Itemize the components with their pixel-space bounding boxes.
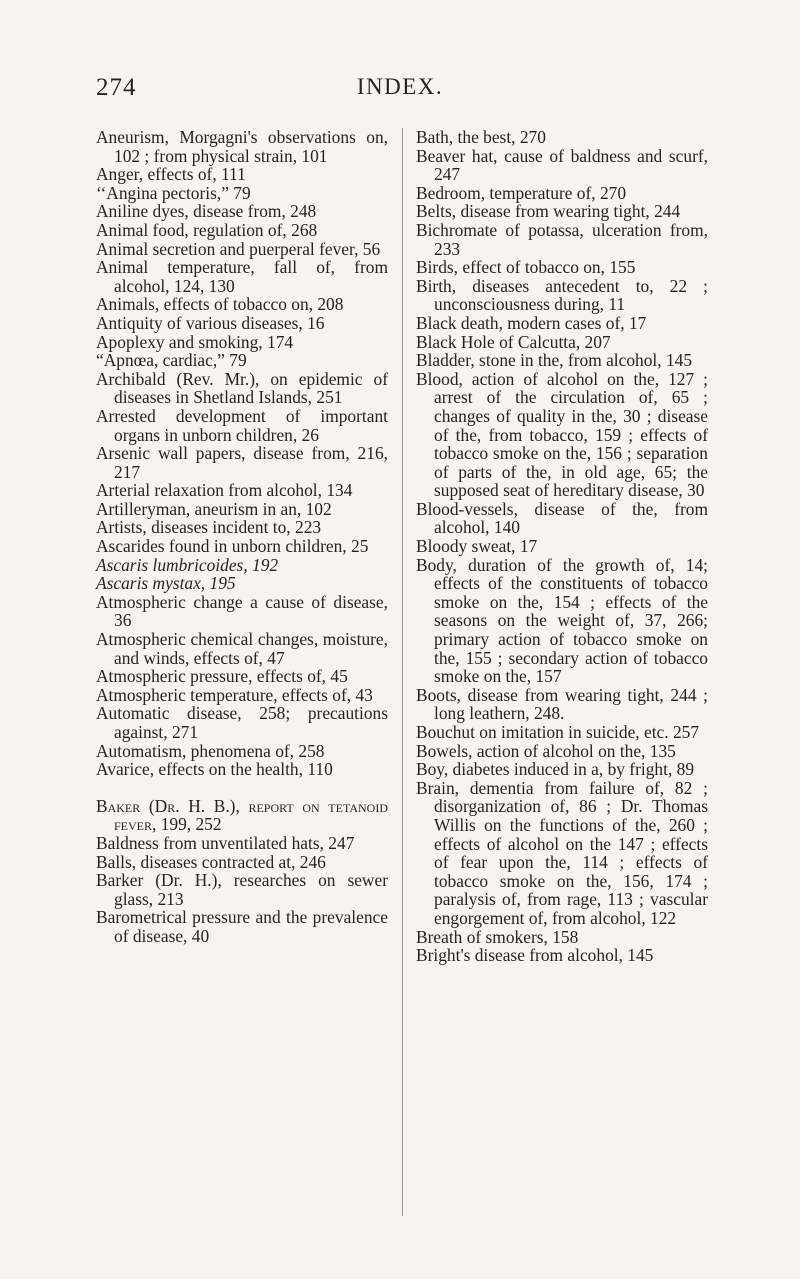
index-entry: Bath, the best, 270 [416,127,546,147]
index-entry: Atmospheric pressure, effects of, 45 [96,666,348,687]
index-entry: Boots, disease from wearing tight, 244 ; long leathern, 248. [416,684,708,724]
index-entry: Ascaris lumbricoides, 192 [96,554,279,575]
index-entry: ‘‘Angina pectoris,” 79 [96,182,251,203]
index-entry: Aniline dyes, disease from, 248 [96,201,317,222]
index-entry: Black death, modern cases of, 17 [416,312,647,333]
index-entry: Automatism, phenomena of, 258 [96,740,325,761]
index-entry: Arsenic wall papers, disease from, 216, 217 [96,443,388,482]
page-header [0,74,800,104]
index-entry: Balls, diseases contracted at, 246 [96,851,326,872]
page-number: 274 [96,74,137,101]
index-entry: Bowels, action of alcohol on the, 135 [416,740,676,761]
index-entry: Artilleryman, aneurism in an, 102 [96,498,332,519]
index-entry: Blood-vessels, disease of the, from alcohol, 140 [416,498,708,538]
index-column-right [416,128,708,965]
index-entry: Bladder, stone in the, from alcohol, 145 [416,350,693,371]
index-entry: Atmospheric temperature, effects of, 43 [96,684,373,705]
index-entry: Atmospheric chemical changes, moisture, and winds, effects of, 47 [96,629,388,668]
index-entry: Brain, dementia from failure of, 82 ; disorganization of, 86 ; Dr. Thomas Willis on the functions of the, 260 ; effects of alcohol on the 147 ; effects of fear upon the, 114 ; effects of tobacco smoke on the, 156, 174 ; paralysis of, from rage, 113 ; vascular engorgement of, from alcohol, 122 [416,777,708,928]
index-entry: Anger, effects of, 111 [96,164,246,185]
running-head: INDEX. [356,74,444,99]
index-entry: Animal temperature, fall of, from alcohol, 124, 130 [96,257,388,296]
index-entry: Ascarides found in unborn children, 25 [96,536,369,557]
index-entry: Bichromate of potassa, ulceration from, 233 [416,219,708,259]
index-entry: Archibald (Rev. Mr.), on epidemic of diseases in Shetland Islands, 251 [96,368,388,408]
index-entry: Birth, diseases antecedent to, 22 ; unconsciousness during, 11 [416,275,708,315]
index-entry: Bedroom, temperature of, 270 [416,182,627,203]
index-entry: Animal secretion and puerperal fever, 56 [96,238,381,259]
index-entry: Birds, effect of tobacco on, 155 [416,257,636,278]
index-entry: Automatic disease, 258; precautions against, 271 [96,703,388,742]
index-entry: Belts, disease from wearing tight, 244 [416,201,681,222]
index-entry: Avarice, effects on the health, 110 [96,759,333,780]
index-entry: Arrested development of important organs in unborn children, 26 [96,405,388,445]
index-entry: Bouchut on imitation in suicide, etc. 257 [416,722,700,742]
index-entry: Barometrical pressure and the prevalence of disease, 40 [96,907,388,946]
index-entry: Baldness from unventilated hats, 247 [96,832,355,853]
index-entry: Antiquity of various diseases, 16 [96,312,325,333]
column-divider [402,128,403,1216]
index-entry: Bright's disease from alcohol, 145 [416,945,654,966]
index-entry: Apoplexy and smoking, 174 [96,331,294,352]
index-entry: Arterial relaxation from alcohol, 134 [96,480,353,501]
index-entry: Ascaris mystax, 195 [96,573,236,594]
index-entry: Animal food, regulation of, 268 [96,219,318,240]
index-entry: Atmospheric change a cause of disease, 36 [96,591,388,631]
index-entry: Blood, action of alcohol on the, 127 ; arrest of the circulation of, 65 ; changes of quality in the, 30 ; disease of the, from tobacco, 159 ; effects of tobacco smoke on the, 156 ; separation of parts of the, in old age, 65; the supposed seat of hereditary disease, 30 [416,368,708,501]
index-entry: Artists, diseases incident to, 223 [96,517,322,538]
index-entry: Breath of smokers, 158 [416,926,579,947]
index-entry: Baker (Dr. H. B.), report on tetanoid fever, 199, 252 [96,795,388,835]
index-entry: “Apnœa, cardiac,” 79 [96,350,247,371]
index-column-left [96,128,388,946]
index-entry: Black Hole of Calcutta, 207 [416,331,611,352]
index-entry: Beaver hat, cause of baldness and scurf, 247 [416,145,708,185]
index-entry: Bloody sweat, 17 [416,536,538,557]
index-entry: Animals, effects of tobacco on, 208 [96,294,344,315]
index-entry: Boy, diabetes induced in a, by fright, 89 [416,759,695,780]
index-entry: Barker (Dr. H.), researches on sewer glass, 213 [96,870,388,909]
index-entry: Body, duration of the growth of, 14; effects of the constituents of tobacco smoke on the, 154 ; effects of the seasons on the weight of, 37, 266; primary action of tobacco smoke on the, 155 ; secondary action of tobacco smoke on the, 157 [416,554,708,687]
index-entry: Aneurism, Morgagni's observations on, 102 ; from physical strain, 101 [96,127,388,166]
